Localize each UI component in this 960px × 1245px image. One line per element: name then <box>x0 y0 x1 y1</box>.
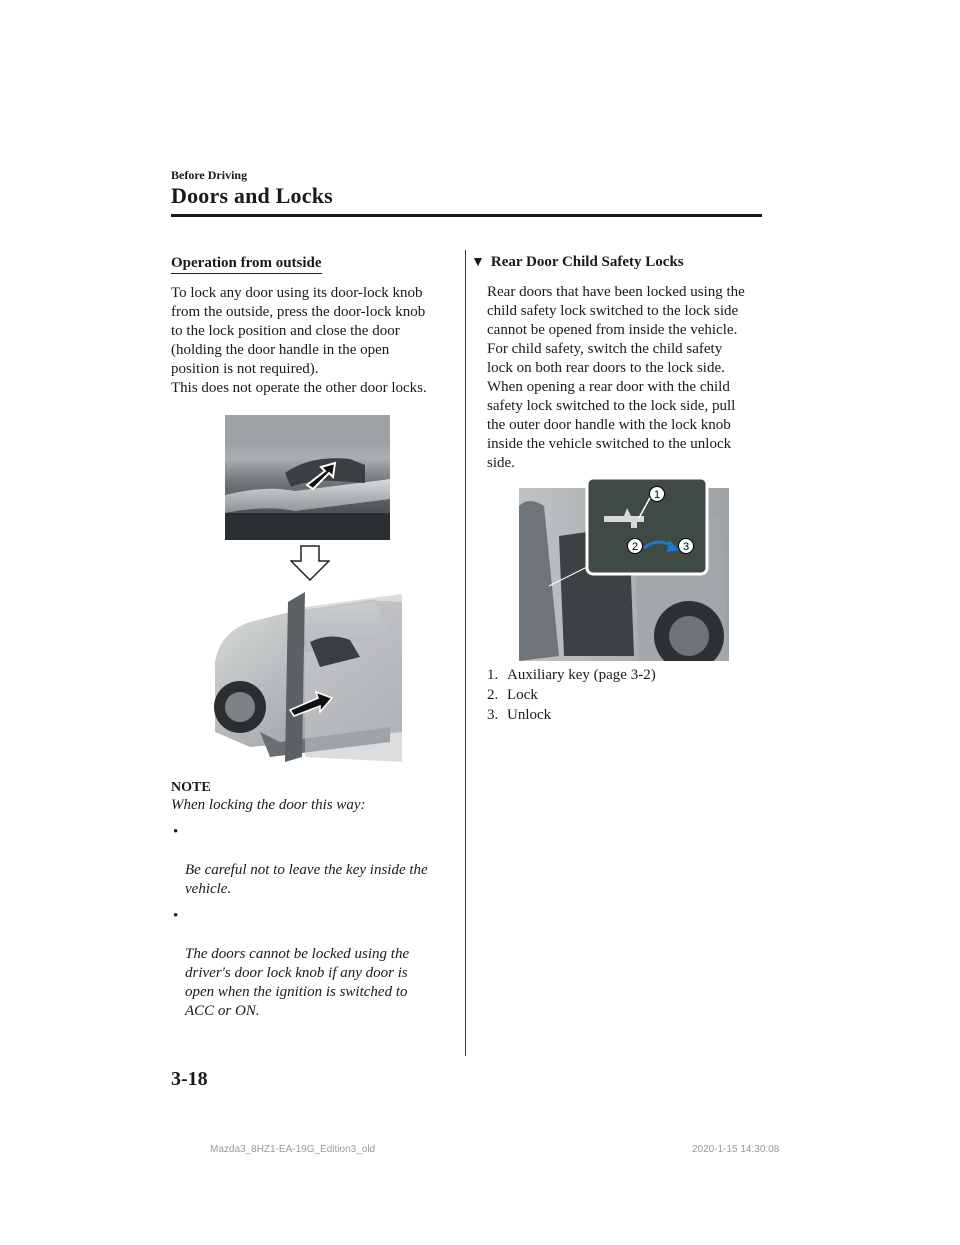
callout-legend <box>487 665 656 725</box>
section-label: Before Driving <box>171 168 248 182</box>
door-handle-figure <box>225 415 390 540</box>
legend-item-3: 3. Unlock <box>487 707 552 723</box>
column-divider <box>465 250 466 1056</box>
note-item-2 <box>171 907 457 1021</box>
section-heading-child-locks <box>471 254 772 271</box>
note-title: NOTE <box>171 780 211 795</box>
child-lock-figure <box>519 476 729 661</box>
subhead-operation-outside: Operation from outside <box>171 255 322 274</box>
header-rule <box>171 214 762 217</box>
child-lock-paragraph: Rear doors that have been locked using the child safety lock switched to the lock side cannot be opened from inside the vehicle. For child safety, switch the child safety lock on both rear doors to the lock side. When opening a rear door with the child safety lock switched to the lock side, pull the outer door handle with the lock knob inside the vehicle switched to the unlock side. <box>487 284 745 471</box>
left-column <box>171 254 457 398</box>
callout-2-label: 2 <box>631 541 639 553</box>
callout-1-label: 1 <box>653 489 661 501</box>
note-item-text: The doors cannot be locked using the driver's door lock knob if any door is open when the ignition is switched to ACC or ON. <box>185 946 410 1019</box>
section-heading-text: Rear Door Child Safety Locks <box>490 254 684 270</box>
footer-right: 2020-1-15 14:30:08 <box>692 1144 780 1155</box>
triangle-down-icon: ▼ <box>471 255 485 270</box>
open-door-car-figure <box>210 582 405 767</box>
note-block <box>171 780 457 1021</box>
chapter-title: Doors and Locks <box>171 183 333 208</box>
note-intro: When locking the door this way: <box>171 797 366 813</box>
page-number: 3-18 <box>171 1068 208 1090</box>
legend-item-2: 2. Lock <box>487 687 538 703</box>
legend-item-1: 1. Auxiliary key (page 3-2) <box>487 667 656 683</box>
footer-left: Mazda3_8HZ1-EA-19G_Edition3_old <box>210 1144 376 1155</box>
down-arrow-icon <box>290 545 330 581</box>
bullet-icon: • <box>173 824 179 840</box>
callout-3-label: 3 <box>682 541 690 553</box>
bullet-icon: • <box>173 908 179 924</box>
note-item-text: Be careful not to leave the key inside the vehicle. <box>185 862 428 897</box>
operation-paragraph: To lock any door using its door-lock knob from the outside, press the door-lock knob to the lock position and close the door (holding the door handle in the open position is not required). This does not operate the other door locks. <box>171 285 427 396</box>
note-item-1 <box>171 823 457 899</box>
right-column <box>471 254 772 473</box>
